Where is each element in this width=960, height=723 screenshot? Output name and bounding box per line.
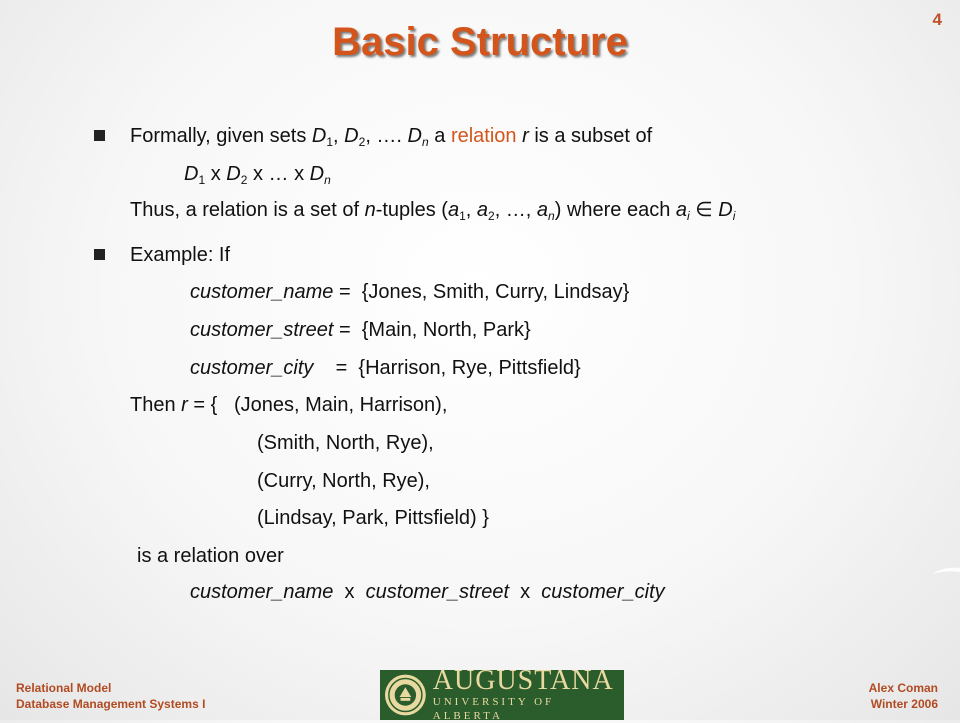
example-heading: Example: If	[130, 244, 231, 266]
tuple-definition: Thus, a relation is a set of n-tuples ($a_1$, $a_2$, …, $a_n$) where each $a_i$ ∈ $D_i$	[130, 199, 736, 223]
footer-course-info: Relational Model Database Management Systems I	[16, 681, 206, 711]
cartesian-product: $D_1$ x $D_2$ x … x $D_n$	[184, 163, 331, 187]
university-seal-icon	[384, 673, 427, 717]
bullet-1-line-1: Formally, given sets $D_1$, $D_2$, …. $D_n$ a relation r is a subset of	[130, 125, 653, 149]
customer-city-set: customer_city = {Harrison, Rye, Pittsfield}	[190, 357, 581, 379]
bullet-square	[94, 130, 105, 141]
tuple-2: (Smith, North, Rye),	[257, 432, 434, 454]
page-number: 4	[932, 10, 942, 29]
decorative-swoosh	[930, 560, 960, 590]
relation-then: Then r = { (Jones, Main, Harrison),	[130, 394, 448, 416]
is-relation-over: is a relation over	[137, 545, 284, 567]
footer-author-info: Alex Coman Winter 2006	[868, 681, 938, 711]
slide-title: Basic Structure	[332, 20, 628, 64]
customer-street-set: customer_street = {Main, North, Park}	[190, 319, 531, 341]
tuple-3: (Curry, North, Rye),	[257, 470, 430, 492]
relation-schema: customer_name x customer_street x customer_city	[190, 581, 665, 603]
bullet-square	[94, 249, 105, 260]
tuple-4: (Lindsay, Park, Pittsfield) }	[257, 507, 489, 529]
customer-name-set: customer_name = {Jones, Smith, Curry, Lindsay}	[190, 281, 630, 303]
relation-keyword: relation	[450, 125, 517, 147]
university-logo: AUGUSTANA UNIVERSITY OF ALBERTA	[380, 670, 624, 720]
